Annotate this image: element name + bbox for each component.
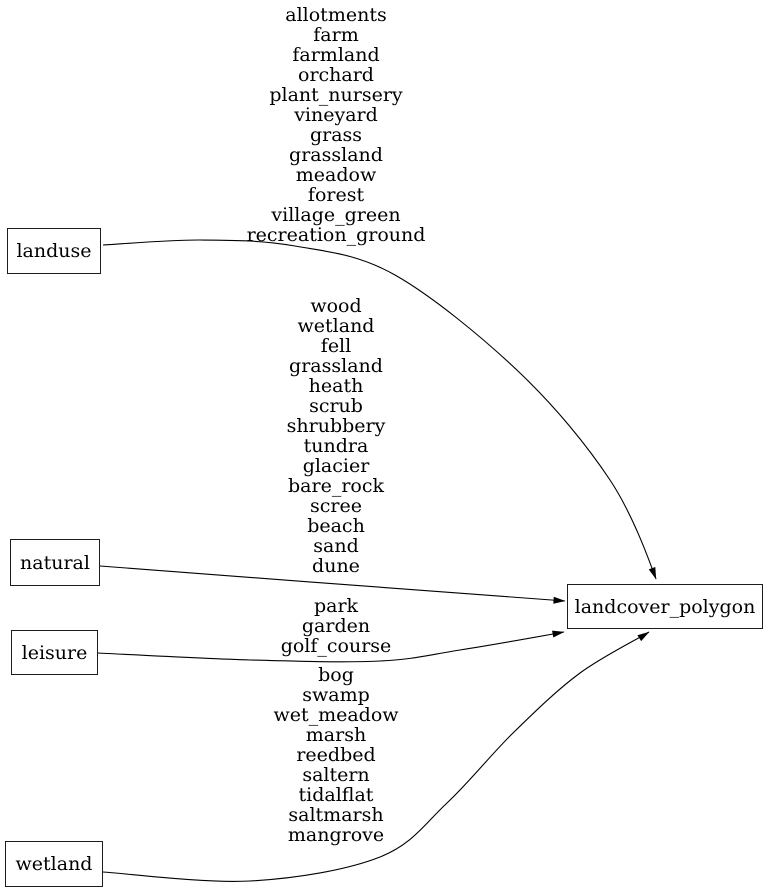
edge-value: mangrove	[287, 824, 385, 846]
edge-value: garden	[301, 615, 371, 637]
edge-label-natural-values	[186, 296, 486, 576]
edge-value: grassland	[289, 144, 383, 166]
edge-value: wet_meadow	[273, 704, 399, 726]
edge-value: village_green	[271, 204, 401, 226]
edge-value: recreation_ground	[246, 224, 426, 246]
edge-value: bare_rock	[288, 475, 384, 497]
edge-value: forest	[307, 184, 365, 206]
edge-value: orchard	[298, 64, 374, 86]
node-landcover-polygon-label: landcover_polygon	[574, 595, 756, 618]
edge-value: fell	[320, 335, 352, 357]
edge-value: grassland	[289, 355, 383, 377]
node-landuse-label: landuse	[16, 240, 92, 262]
node-natural-label: natural	[20, 551, 90, 574]
edge-value: beach	[307, 515, 365, 537]
edge-value: scrub	[309, 395, 363, 417]
node-wetland	[5, 841, 103, 887]
node-landcover-polygon	[567, 584, 763, 629]
edge-value: bog	[318, 664, 354, 686]
edge-value: saltern	[302, 764, 370, 786]
edge-value: park	[313, 595, 359, 617]
edge-value: wood	[310, 295, 362, 317]
edge-value: shrubbery	[286, 415, 386, 437]
edge-value: saltmarsh	[288, 804, 384, 826]
edge-value: marsh	[305, 724, 367, 746]
node-landuse	[7, 228, 101, 274]
edge-value: tidalflat	[298, 784, 374, 806]
edge-label-wetland-values	[186, 665, 486, 845]
edge-value: wetland	[297, 315, 375, 337]
edge-value: glacier	[302, 455, 370, 477]
edge-value: golf_course	[280, 635, 392, 657]
edge-value: grass	[309, 124, 363, 146]
edge-value: plant_nursery	[269, 84, 403, 106]
edge-value: reedbed	[296, 744, 376, 766]
edge-value: scree	[310, 495, 362, 517]
edge-value: farm	[313, 24, 359, 46]
edge-value: tundra	[303, 435, 369, 457]
edge-value: sand	[313, 535, 359, 557]
edge-value: farmland	[292, 44, 380, 66]
edge-value: allotments	[285, 4, 387, 26]
edge-value: swamp	[302, 684, 370, 706]
edge-value: meadow	[295, 164, 377, 186]
edge-label-leisure-values	[186, 596, 486, 656]
node-natural	[10, 539, 100, 586]
node-wetland-label: wetland	[15, 853, 93, 875]
edge-label-landuse-values	[186, 5, 486, 245]
node-leisure-label: leisure	[21, 641, 88, 664]
edge-value: vineyard	[294, 104, 378, 126]
edge-value: dune	[312, 555, 360, 577]
node-leisure	[11, 630, 98, 675]
edge-value: heath	[308, 375, 364, 397]
